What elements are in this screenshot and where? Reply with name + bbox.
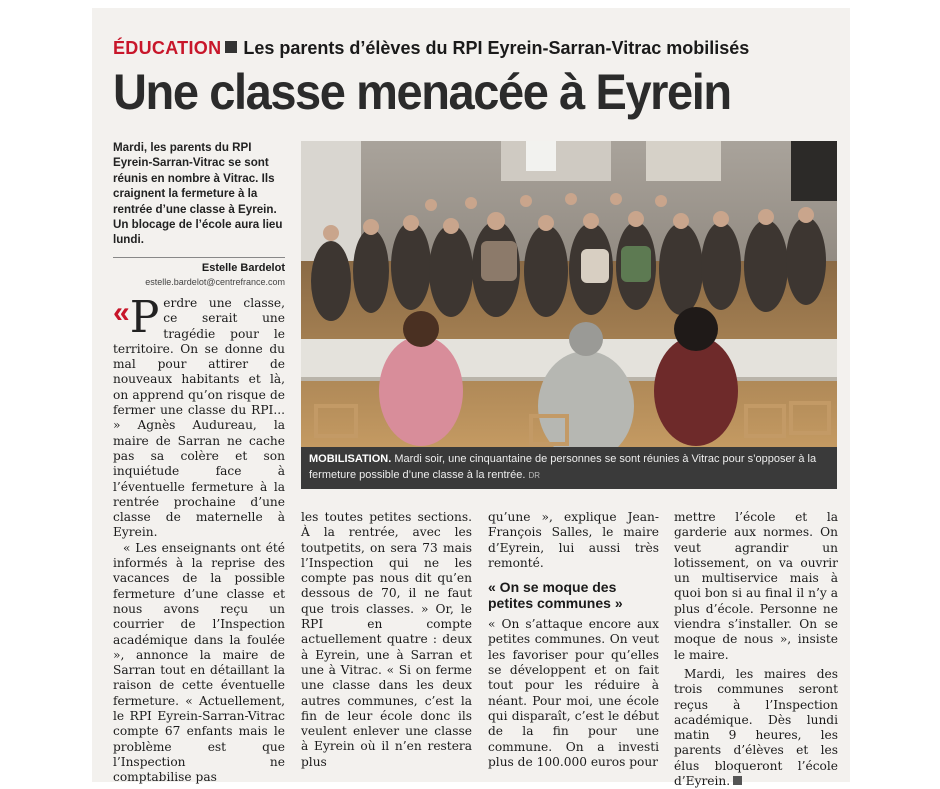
end-of-article-icon	[733, 776, 742, 785]
text-column-2	[301, 510, 472, 770]
text-column-3	[488, 510, 659, 770]
author-name: Estelle Bardelot	[201, 262, 285, 274]
paragraph: Mardi, les maires des trois communes seront reçus à l’Inspection académique. Dès lundi matin 9 heures, les parents d’élèves et les élus bloqueront l’école d’Eyrein.	[674, 666, 838, 789]
author-email: estelle.bardelot@centrefrance.com	[145, 277, 285, 287]
caption-label: MOBILISATION.	[309, 453, 392, 465]
caption-text: Mardi soir, une cinquantaine de personnes se sont réunies à Vitrac pour s’opposer à la fermeture possible d’une classe à la rentrée.	[309, 453, 817, 481]
byline-divider	[113, 257, 285, 258]
paragraph: « Les enseignants ont été informés à la reprise des vacances de la possible fermeture d’une classe et nous avons reçu un courrier de l’Inspection académique dans la foulée », annonce la maire de Sarran tout en détaillant la raison de cette éventuelle fermeture. « Actuellement, le RPI Eyrein-Sarran-Vitrac compte 67 enfants mais le problème est que l’Inspection ne comptabilise pas	[113, 540, 285, 785]
kicker-square-icon	[225, 41, 237, 53]
dropcap	[113, 292, 160, 343]
paragraph: mettre l’école et la garderie aux normes. On veut agrandir un lotissement, on va ouvrir un multiservice mais à quoi bon si au final il n’y a plus d’école. Personne ne viendra s’installer. On se moque de nous », insiste le maire.	[674, 510, 838, 662]
paragraph: erdre une classe, ce serait une tragédie pour le territoire. On se donne du mal pour attirer de nouveaux habitants et là, on apprend qu’on risque de fermer une classe du RPI... » Agnès Audureau, la maire de Sarran ne cache pas sa colère et son inquiétude face à l’éventuelle fermeture à la rentrée prochaine d’une classe de maternelle à Eyrein.	[113, 296, 285, 540]
photo-caption	[301, 447, 837, 489]
subheading: « On se moque des petites communes »	[488, 579, 623, 612]
paragraph: qu’une », explique Jean-François Salles, le maire d’Eyrein, lui aussi très remonté.	[488, 510, 659, 570]
photo-credit: DR	[528, 471, 541, 480]
meeting-photo	[301, 141, 837, 447]
kicker	[113, 38, 833, 59]
photo-illustration	[301, 141, 837, 447]
paragraph: « On s’attaque encore aux petites communes. On veut les favoriser pour qu’elles se développent et on fait tout pour les réduire à néant. Pour moi, une école qui disparaît, c’est le début de la fin pour une commune. On a investi plus de 100.000 euros pour	[488, 617, 659, 769]
category-label: ÉDUCATION	[113, 38, 222, 58]
kicker-text: Les parents d’élèves du RPI Eyrein-Sarran-Vitrac mobilisés	[243, 38, 750, 58]
headline: Une classe menacée à Eyrein	[113, 64, 731, 120]
final-paragraph	[674, 667, 838, 789]
text-column-4	[674, 510, 838, 789]
paragraph: les toutes petites sections. À la rentrée, avec les toutpetits, on sera 73 mais l’Inspection qui ne les compte pas nous dit qu’en dessous de 70, il ne faut que trois classes. » Or, le RPI en compte actuellement quatre : deux à Eyrein, une à Sarran et une à Vitrac. « Si on ferme une classe dans les deux autres communes, c’est la fin de leur école donc ils veulent enlever une classe à Eyrein où il n’en restera plus	[301, 510, 472, 769]
dropcap-letter: P	[129, 292, 160, 343]
text-column-1	[113, 292, 285, 786]
article-lead: Mardi, les parents du RPI Eyrein-Sarran-Vitrac se sont réunis en nombre à Vitrac. Ils craignent la fermeture à la rentrée d’une classe à Eyrein. Un blocage de l’école aura lieu lundi.	[113, 141, 283, 247]
dropcap-quote: «	[113, 296, 130, 329]
